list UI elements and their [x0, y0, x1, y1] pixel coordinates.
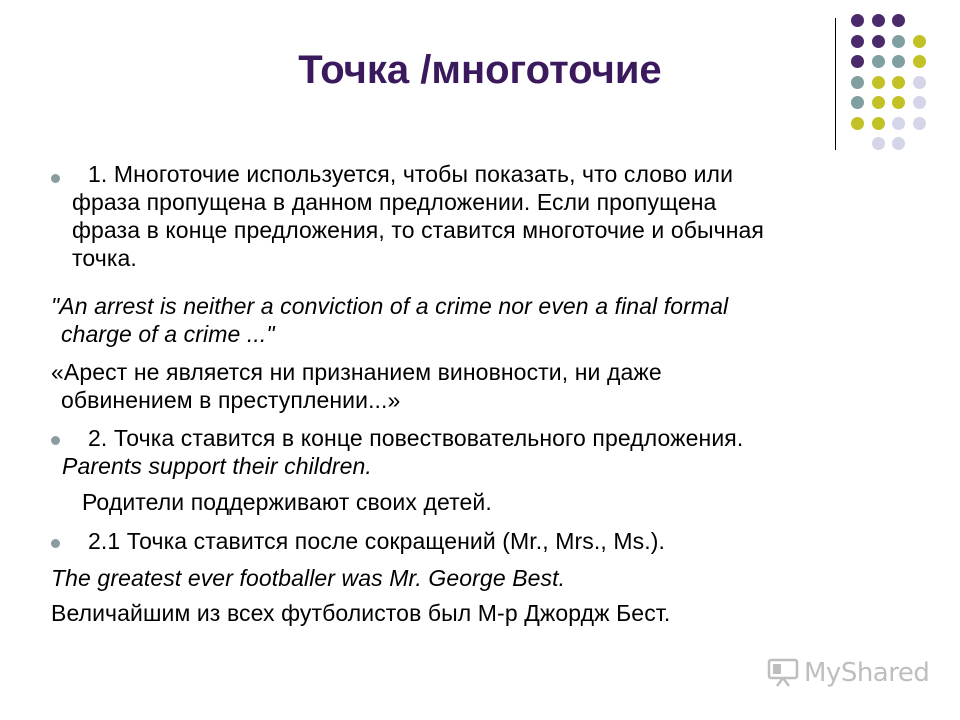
text-line: 1. Многоточие используется, чтобы показать, что слово или [88, 161, 734, 187]
watermark-text: MyShared [804, 658, 930, 688]
presentation-board-icon [766, 658, 800, 688]
bullet-icon [51, 174, 60, 183]
text-line: Parents support their children. [62, 453, 372, 479]
watermark-logo [766, 655, 929, 691]
bullet-icon [51, 539, 60, 548]
paragraph-period-rule [62, 424, 744, 480]
paragraph-ellipsis-rule [72, 160, 764, 272]
bullet-icon [51, 436, 60, 445]
paragraph-english-quote [51, 292, 728, 348]
paragraph-english-example [51, 564, 565, 592]
text-line: Величайшим из всех футболистов был М-р Джордж Бест. [51, 600, 671, 626]
text-line: The greatest ever footballer was Mr. George Best. [51, 565, 566, 591]
text-line: charge of a crime ..." [61, 321, 275, 347]
text-line: Родители поддерживают своих детей. [82, 489, 492, 515]
text-line: 2.1 Точка ставится после сокращений (Mr., Mrs., Ms.). [88, 528, 665, 554]
paragraph-russian-quote [51, 358, 662, 414]
paragraph-translation [82, 488, 492, 516]
paragraph-abbreviation-rule [88, 527, 665, 555]
text-line: "An arrest is neither a conviction of a crime nor even a final formal [51, 293, 729, 319]
text-line: фраза пропущена в данном предложении. Если пропущена [72, 189, 717, 215]
text-line: точка. [72, 245, 137, 271]
text-line: фраза в конце предложения, то ставится многоточие и обычная [72, 217, 764, 243]
text-line: 2. Точка ставится в конце повествовательного предложения. [88, 425, 744, 451]
text-line: обвинением в преступлении...» [61, 387, 401, 413]
text-line: «Арест не является ни признанием виновности, ни даже [51, 359, 662, 385]
paragraph-russian-example [51, 599, 670, 627]
slide-title: Точка /многоточие [298, 48, 662, 92]
